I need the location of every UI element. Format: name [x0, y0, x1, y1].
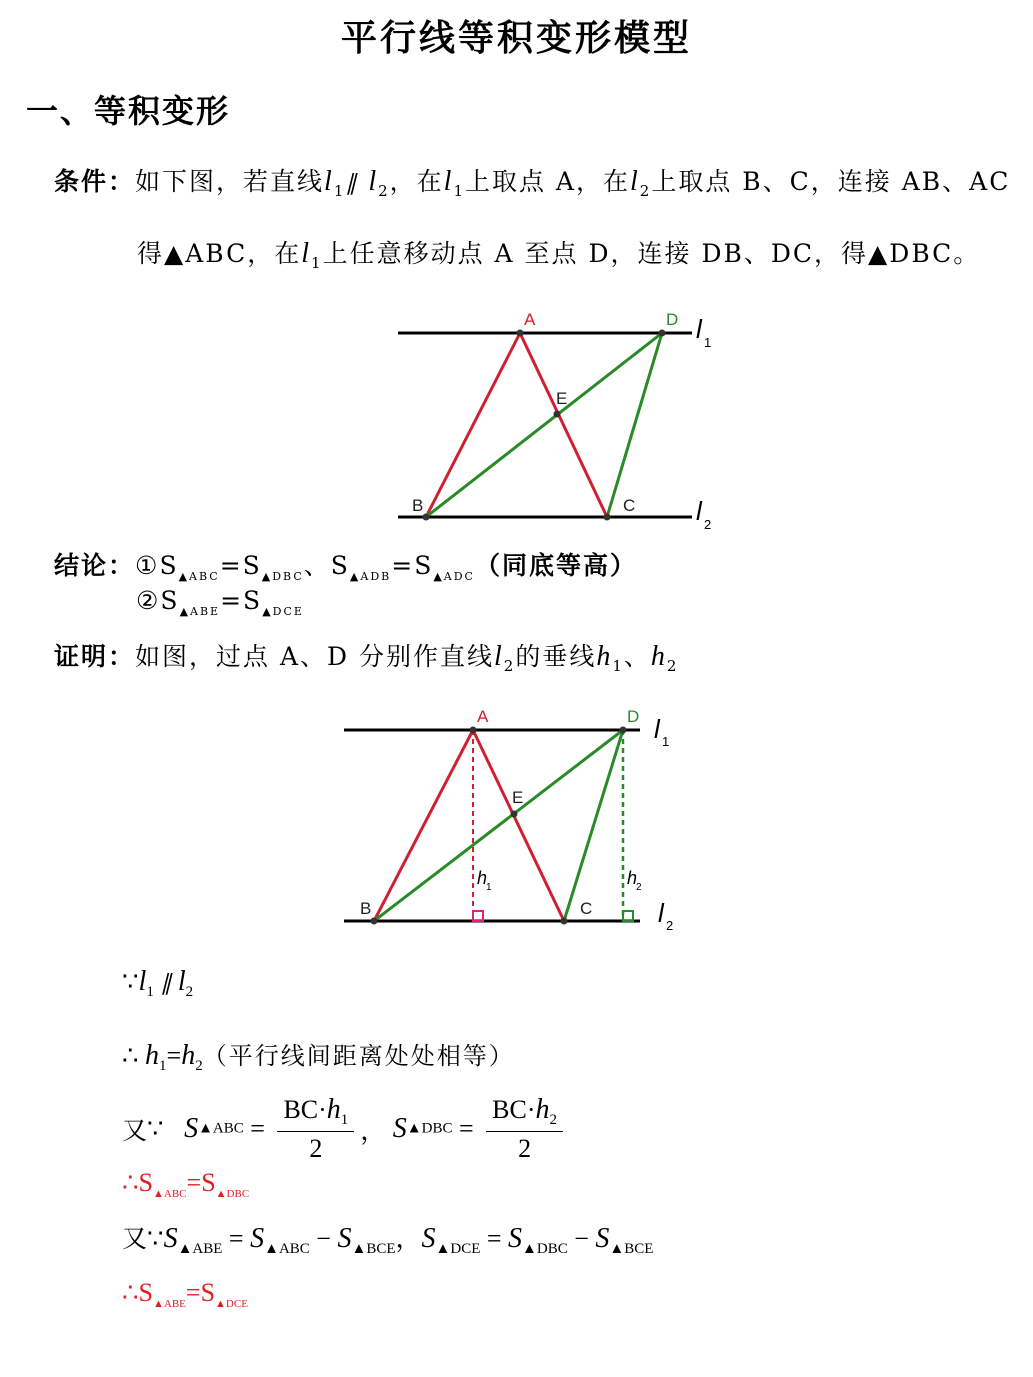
- condition-line-2: 得▲ABC，在$l_1$上任意移动点 A 至点 D，连接 DB、DC，得▲DBC。: [137, 238, 981, 272]
- figure-1-diagram: [390, 300, 730, 540]
- svg-text:D: D: [627, 707, 640, 726]
- point-d-label: D: [666, 310, 679, 329]
- condition-label: 条件：: [54, 167, 136, 196]
- step-3: 又∵ S▲ABC = $\frac{BC\cdot h_1}{2}$ ， S▲DBC = $\frac{BC\cdot h_2}{2}$: [122, 1094, 569, 1164]
- segment-ac: [520, 333, 607, 517]
- step-2: ∴ $h_1=h_2$（平行线间距离处处相等）: [122, 1040, 515, 1074]
- condition-line-1: 条件：如下图，若直线$l_1\parallel$ $l_2$，在$l_1$上取点 A，在$l_2$上取点 B、C，连接 AB、AC: [54, 166, 1011, 200]
- point-e-label: E: [556, 389, 568, 408]
- l1-label: l: [696, 314, 702, 344]
- svg-text:h: h: [477, 868, 488, 888]
- point-b-label: B: [412, 496, 424, 515]
- svg-text:l: l: [654, 714, 660, 744]
- svg-text:2: 2: [666, 918, 674, 933]
- svg-text:E: E: [512, 788, 524, 807]
- conclusion-line-1: 结论：$①S_{▲ABC}=S_{▲DBC}$、$S_{▲ADB}=S_{▲ADC}$（同底等高）: [54, 551, 637, 583]
- step-4-conclusion: $\therefore S_{▲ABC}=S_{▲DBC}$: [122, 1168, 250, 1200]
- step-5: 又$\because S_{▲ABE} = S_{▲ABC} - S_{▲BCE}$，$S_{▲DCE} = S_{▲DBC} - S_{▲BCE}$: [122, 1223, 654, 1257]
- conclusion-label: 结论：: [54, 551, 136, 580]
- svg-text:C: C: [580, 899, 593, 918]
- figure-2-diagram: [336, 700, 696, 940]
- proof-label: 证明：: [54, 642, 136, 671]
- segment-dc: [607, 333, 662, 517]
- page-title: 平行线等积变形模型: [340, 17, 692, 59]
- svg-text:l: l: [658, 898, 664, 928]
- point-a-label: A: [524, 310, 536, 329]
- segment-db: [426, 333, 662, 517]
- svg-text:A: A: [477, 707, 489, 726]
- step-1: $\because l_1$ ∥ $l_2$: [122, 966, 194, 1000]
- svg-text:2: 2: [636, 882, 642, 893]
- conclusion-line-2: $②S_{▲ABE}=S_{▲DCE}$: [136, 586, 304, 618]
- point-c-label: C: [623, 496, 636, 515]
- svg-text:h: h: [627, 868, 638, 888]
- step-6-conclusion: $\therefore S_{▲ABE}=S_{▲DCE}$: [122, 1278, 248, 1310]
- svg-text:B: B: [360, 899, 372, 918]
- section-heading: 一、等积变形: [26, 92, 231, 130]
- svg-text:2: 2: [704, 517, 712, 532]
- l2-label: l: [696, 496, 702, 526]
- proof-line: 证明：如图，过点 A、D 分别作直线$l_2$的垂线$h_1$、$h_2$: [54, 641, 679, 675]
- svg-text:1: 1: [486, 882, 492, 893]
- svg-text:1: 1: [662, 734, 670, 749]
- svg-text:1: 1: [704, 335, 712, 350]
- segment-ab: [426, 333, 520, 517]
